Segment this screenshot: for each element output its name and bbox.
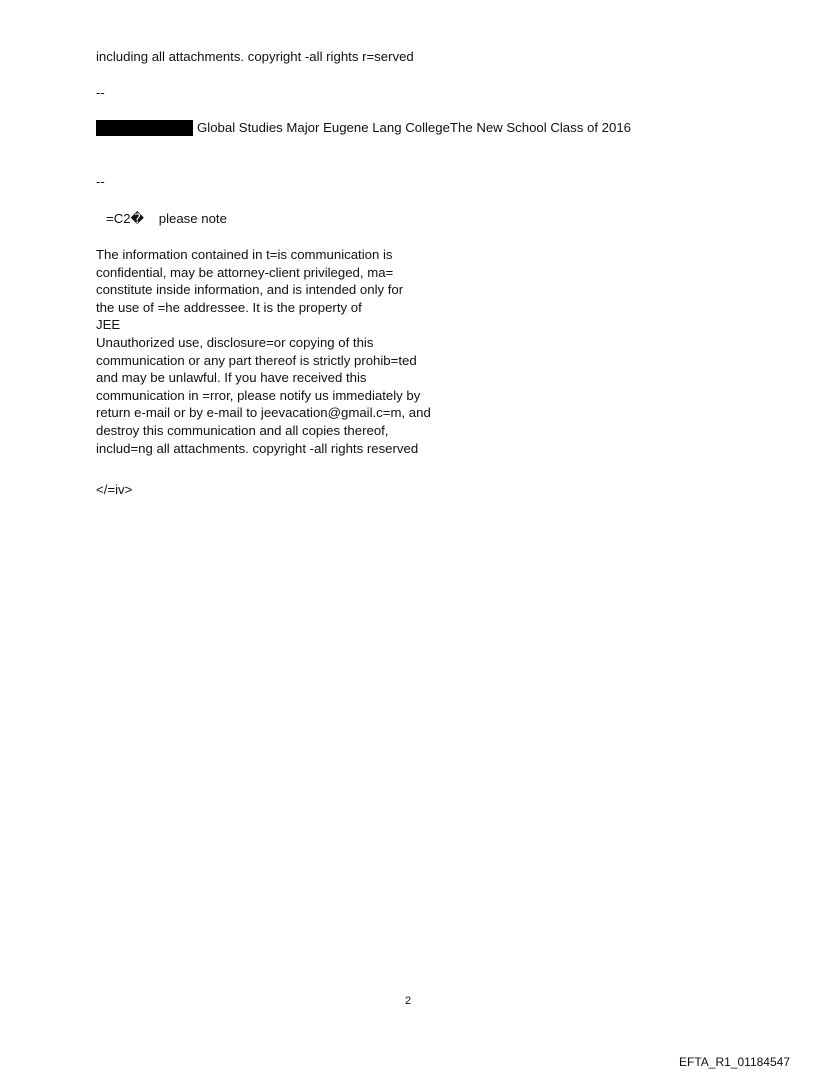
disclaimer-line: return e-mail or by e-mail to jeevacation@gmail.c=m, and	[96, 405, 431, 421]
separator-line: --	[96, 85, 105, 100]
document-id: EFTA_R1_01184547	[679, 1055, 790, 1069]
please-note-line: =C2� please note	[106, 211, 227, 226]
disclaimer-line: the use of =he addressee. It is the property of	[96, 299, 362, 315]
disclaimer-line: and may be unlawful. If you have received this	[96, 370, 367, 386]
top-copyright-line: including all attachments. copyright -all rights r=served	[96, 49, 414, 64]
disclaimer-line: Unauthorized use, disclosure=or copying of this	[96, 334, 374, 350]
disclaimer-line: communication in =rror, please notify us immediately by	[96, 387, 421, 403]
disclaimer-line: JEE	[96, 317, 121, 333]
redaction-bar	[96, 120, 193, 136]
disclaimer-line: communication or any part thereof is strictly prohib=ted	[96, 352, 417, 368]
disclaimer-line: destroy this communication and all copies thereof,	[96, 422, 389, 438]
closing-tag-text: </=iv>	[96, 482, 133, 497]
disclaimer-block	[96, 246, 431, 457]
disclaimer-line: constitute inside information, and is intended only for	[96, 282, 404, 298]
signature-row	[96, 119, 631, 137]
signature-text: Global Studies Major Eugene Lang CollegeThe New School Class of 2016	[197, 120, 631, 135]
disclaimer-line: includ=ng all attachments. copyright -all rights reserved	[96, 440, 419, 456]
disclaimer-line: The information contained in t=is communication is	[96, 247, 393, 262]
separator-line: --	[96, 174, 105, 189]
page-number: 2	[404, 995, 412, 1007]
disclaimer-line: confidential, may be attorney-client privileged, ma=	[96, 264, 394, 280]
